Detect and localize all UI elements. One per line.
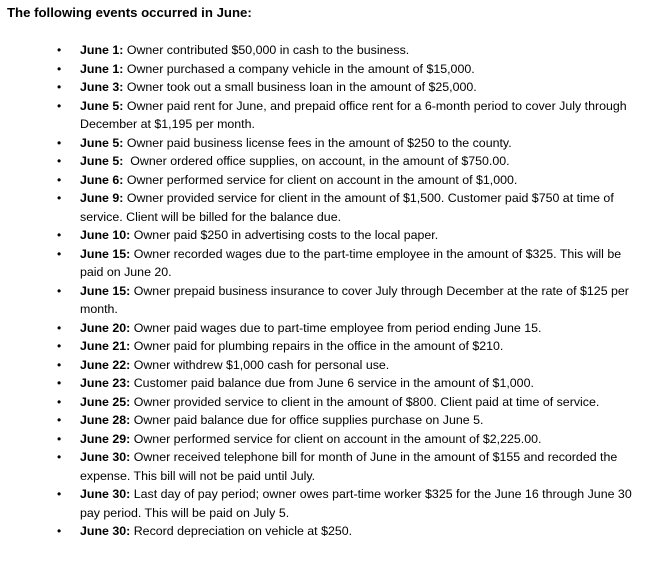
event-description: Owner ordered office supplies, on account, in the amount of $750.00. — [123, 154, 510, 168]
event-list-item — [7, 430, 635, 449]
bullet-icon: • — [57, 228, 62, 242]
bullet-icon: • — [57, 191, 62, 205]
event-list-item — [7, 171, 635, 190]
event-list-item — [7, 282, 635, 319]
bullet-icon: • — [57, 246, 62, 261]
bullet-icon: • — [57, 61, 62, 76]
bullet-icon: • — [57, 283, 62, 298]
event-list-item — [7, 189, 635, 226]
event-description: Owner received telephone bill for month of June in the amount of $155 and recorded the expense. This bill will not be paid until July. — [80, 450, 621, 483]
event-list-item — [7, 337, 635, 356]
event-list-item — [7, 411, 635, 430]
event-description: Owner withdrew $1,000 cash for personal use. — [130, 357, 390, 372]
event-description: Customer paid balance due from June 6 service in the amount of $1,000. — [130, 376, 534, 390]
bullet-icon: • — [57, 413, 62, 427]
bullet-icon: • — [57, 450, 62, 464]
events-list — [7, 41, 672, 541]
event-date: June 23: — [80, 376, 131, 390]
event-list-item — [7, 522, 635, 541]
event-date: June 30: — [80, 450, 131, 464]
bullet-icon: • — [57, 357, 62, 372]
event-description: Owner paid rent for June, and prepaid office rent for a 6-month period to cover July through December at $1,195 per month. — [80, 98, 631, 131]
bullet-icon: • — [57, 135, 62, 150]
event-description: Owner recorded wages due to the part-time employee in the amount of $325. This will be paid on June 20. — [80, 246, 625, 279]
event-description: Owner provided service to client in the amount of $800. Client paid at time of service. — [130, 394, 600, 409]
bullet-icon: • — [57, 98, 62, 113]
bullet-icon: • — [57, 431, 62, 446]
event-date: June 5: — [80, 98, 124, 113]
bullet-icon: • — [57, 43, 62, 57]
event-date: June 3: — [80, 80, 124, 94]
event-list-item — [7, 356, 635, 375]
bullet-icon: • — [57, 339, 62, 353]
event-list-item — [7, 374, 635, 393]
event-description: Owner provided service for client in the amount of $1,500. Customer paid $750 at time of service. Client will be billed for the balance due. — [80, 191, 618, 224]
bullet-icon: • — [57, 376, 62, 390]
event-date: June 15: — [80, 283, 131, 298]
event-description: Owner paid business license fees in the amount of $250 to the county. — [123, 135, 512, 150]
event-list-item — [7, 152, 635, 171]
bullet-icon: • — [57, 320, 62, 335]
event-date: June 6: — [80, 172, 124, 187]
event-description: Owner prepaid business insurance to cover July through December at the rate of $125 per month. — [80, 283, 633, 316]
bullet-icon: • — [57, 154, 62, 168]
event-description: Last day of pay period; owner owes part-time worker $325 for the June 16 through June 30 pay period. This will be paid on July 5. — [80, 487, 636, 520]
event-description: Owner purchased a company vehicle in the amount of $15,000. — [123, 61, 475, 76]
event-date: June 25: — [80, 394, 131, 409]
event-description: Owner contributed $50,000 in cash to the business. — [123, 43, 410, 57]
bullet-icon: • — [57, 80, 62, 94]
event-list-item — [7, 485, 635, 522]
event-description: Owner paid wages due to part-time employee from period ending June 15. — [130, 320, 542, 335]
event-description: Owner paid $250 in advertising costs to the local paper. — [130, 228, 439, 242]
event-list-item — [7, 448, 635, 485]
event-date: June 28: — [80, 413, 131, 427]
event-description: Record depreciation on vehicle at $250. — [130, 524, 353, 538]
event-list-item — [7, 245, 635, 282]
event-date: June 30: — [80, 487, 131, 501]
event-description: Owner paid balance due for office supplies purchase on June 5. — [130, 413, 484, 427]
event-list-item — [7, 78, 635, 97]
event-date: June 1: — [80, 61, 124, 76]
event-description: Owner took out a small business loan in the amount of $25,000. — [123, 80, 477, 94]
event-list-item — [7, 319, 635, 338]
event-list-item — [7, 393, 635, 412]
event-date: June 1: — [80, 43, 124, 57]
bullet-icon: • — [57, 487, 62, 501]
event-list-item — [7, 60, 635, 79]
event-description: Owner paid for plumbing repairs in the office in the amount of $210. — [130, 339, 504, 353]
event-date: June 29: — [80, 431, 131, 446]
event-date: June 22: — [80, 357, 131, 372]
bullet-icon: • — [57, 172, 62, 187]
event-date: June 21: — [80, 339, 131, 353]
event-list-item — [7, 226, 635, 245]
event-list-item — [7, 134, 635, 153]
event-description: Owner performed service for client on account in the amount of $2,225.00. — [130, 431, 542, 446]
event-date: June 5: — [80, 154, 124, 168]
event-description: Owner performed service for client on account in the amount of $1,000. — [123, 172, 518, 187]
event-date: June 10: — [80, 228, 131, 242]
event-date: June 30: — [80, 524, 131, 538]
event-list-item — [7, 97, 635, 134]
event-date: June 5: — [80, 135, 124, 150]
bullet-icon: • — [57, 394, 62, 409]
event-date: June 9: — [80, 191, 124, 205]
event-list-item — [7, 41, 635, 60]
event-date: June 20: — [80, 320, 131, 335]
page-heading: The following events occurred in June: — [7, 5, 252, 20]
bullet-icon: • — [57, 524, 62, 538]
event-date: June 15: — [80, 246, 131, 261]
